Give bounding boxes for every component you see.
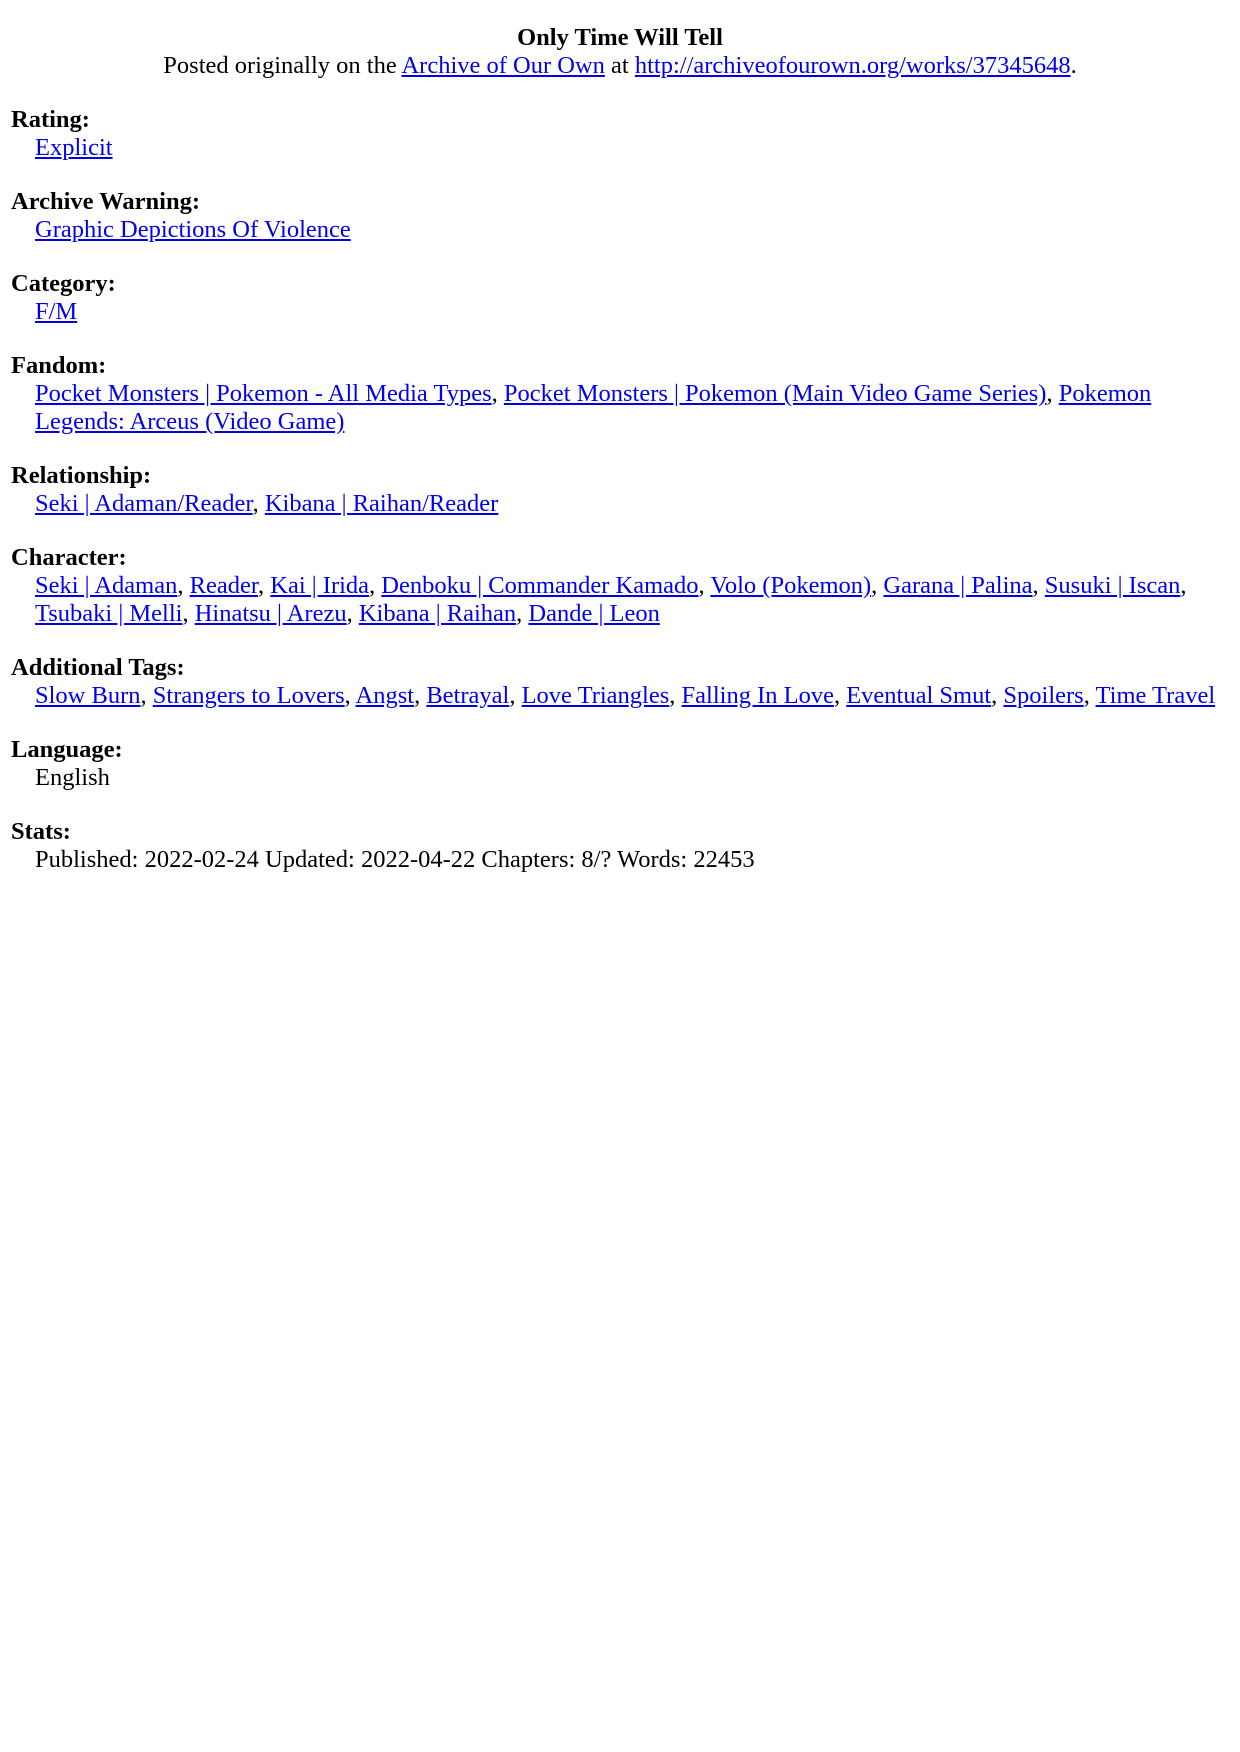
field-values-language bbox=[35, 764, 1235, 792]
tag-link[interactable]: Hinatsu | Arezu bbox=[194, 600, 347, 627]
field-stats bbox=[11, 818, 1240, 874]
tag-link[interactable]: Kibana | Raihan/Reader bbox=[264, 490, 499, 517]
field-language bbox=[11, 736, 1240, 792]
field-label-character: Character: bbox=[11, 544, 127, 571]
field-label-language: Language: bbox=[11, 736, 123, 763]
field-character bbox=[11, 544, 1240, 628]
field-values-stats bbox=[35, 846, 1235, 874]
tag-link[interactable]: Slow Burn bbox=[35, 682, 141, 709]
field-label-archive-warning: Archive Warning: bbox=[11, 188, 200, 215]
field-label-category: Category: bbox=[11, 270, 116, 297]
work-title: Only Time Will Tell bbox=[517, 24, 723, 51]
tag-link[interactable]: Betrayal bbox=[426, 682, 510, 709]
field-values-fandom: Pocket Monsters | Pokemon - All Media Types, Pocket Monsters | Pokemon (Main Video Game Series), Pokemon Legends: Arceus (Video Game) bbox=[35, 380, 1152, 435]
tag-link[interactable]: Denboku | Commander Kamado bbox=[381, 572, 699, 599]
field-fandom bbox=[11, 352, 1240, 436]
work-url-link[interactable]: http://archiveofourown.org/works/37345648 bbox=[634, 52, 1071, 79]
tag-link[interactable]: Love Triangles bbox=[521, 682, 670, 709]
field-text-language: English bbox=[35, 764, 110, 791]
tag-link[interactable]: Tsubaki | Melli bbox=[35, 600, 183, 627]
field-label-relationship: Relationship: bbox=[11, 462, 152, 489]
field-text-stats: Published: 2022-02-24 Updated: 2022-04-22 Chapters: 8/? Words: 22453 bbox=[35, 846, 755, 873]
field-label-fandom: Fandom: bbox=[11, 352, 107, 379]
field-values-category bbox=[35, 298, 1235, 326]
tag-link[interactable]: Falling In Love bbox=[681, 682, 834, 709]
field-values-rating bbox=[35, 134, 1235, 162]
work-header bbox=[11, 24, 1229, 80]
field-additional-tags bbox=[11, 654, 1240, 710]
tag-link[interactable]: F/M bbox=[35, 298, 78, 325]
field-values-relationship: Seki | Adaman/Reader, Kibana | Raihan/Reader bbox=[35, 490, 499, 517]
field-category bbox=[11, 270, 1240, 326]
field-archive-warning bbox=[11, 188, 1240, 244]
field-values-character: Seki | Adaman, Reader, Kai | Irida, Denboku | Commander Kamado, Volo (Pokemon), Garana | Palina, Susuki | Iscan, Tsubaki | Melli, Hinatsu | Arezu, Kibana | Raihan, Dande | Leon bbox=[35, 572, 1187, 627]
tag-link[interactable]: Eventual Smut bbox=[846, 682, 992, 709]
tag-link[interactable]: Strangers to Lovers bbox=[152, 682, 345, 709]
posted-middle: at bbox=[604, 52, 635, 79]
tag-link[interactable]: Kibana | Raihan bbox=[358, 600, 517, 627]
tag-link[interactable]: Garana | Palina bbox=[883, 572, 1033, 599]
tag-link[interactable]: Seki | Adaman/Reader bbox=[35, 490, 253, 517]
posted-prefix: Posted originally on the bbox=[163, 52, 402, 79]
field-label-additional-tags: Additional Tags: bbox=[11, 654, 185, 681]
field-label-stats: Stats: bbox=[11, 818, 71, 845]
field-rating bbox=[11, 106, 1240, 162]
posted-line bbox=[11, 52, 1229, 80]
work-metadata bbox=[11, 106, 1240, 874]
field-values-additional-tags: Slow Burn, Strangers to Lovers, Angst, Betrayal, Love Triangles, Falling In Love, Eventual Smut, Spoilers, Time Travel bbox=[35, 682, 1216, 709]
tag-link[interactable]: Volo (Pokemon) bbox=[710, 572, 872, 599]
tag-link[interactable]: Spoilers bbox=[1003, 682, 1084, 709]
tag-link[interactable]: Explicit bbox=[35, 134, 113, 161]
tag-link[interactable]: Seki | Adaman bbox=[35, 572, 178, 599]
tag-link[interactable]: Pocket Monsters | Pokemon - All Media Types bbox=[35, 380, 492, 407]
field-relationship bbox=[11, 462, 1240, 518]
field-values-archive-warning bbox=[35, 216, 1235, 244]
field-label-rating: Rating: bbox=[11, 106, 90, 133]
posted-suffix: . bbox=[1070, 52, 1077, 79]
tag-link[interactable]: Angst bbox=[355, 682, 415, 709]
tag-link[interactable]: Time Travel bbox=[1095, 682, 1216, 709]
tag-link[interactable]: Reader bbox=[189, 572, 259, 599]
tag-link[interactable]: Susuki | Iscan bbox=[1044, 572, 1181, 599]
tag-link[interactable]: Kai | Irida bbox=[270, 572, 370, 599]
tag-link[interactable]: Pocket Monsters | Pokemon (Main Video Game Series) bbox=[503, 380, 1047, 407]
archive-link[interactable]: Archive of Our Own bbox=[401, 52, 605, 79]
tag-link[interactable]: Graphic Depictions Of Violence bbox=[35, 216, 351, 243]
tag-link[interactable]: Pokemon Legends: Arceus (Video Game) bbox=[35, 380, 1152, 435]
tag-link[interactable]: Dande | Leon bbox=[528, 600, 660, 627]
